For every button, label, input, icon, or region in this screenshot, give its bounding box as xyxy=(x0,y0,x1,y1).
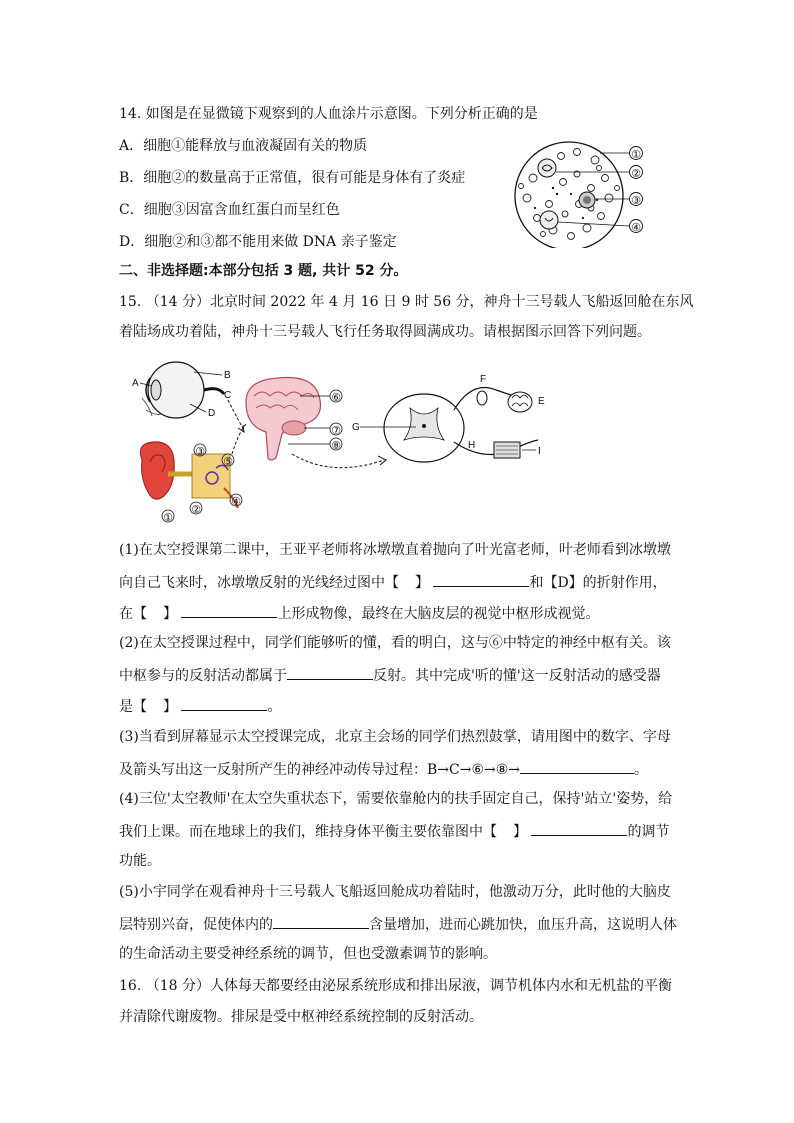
q15-part2-line2: 中枢参与的反射活动都属于 反射。其中完成'听的懂'这一反射活动的感受器 xyxy=(119,664,661,686)
blood-smear-figure xyxy=(505,138,665,248)
q14-stem: 14. 如图是在显微镜下观察到的人血涂片示意图。下列分析正确的是 xyxy=(119,106,538,122)
q15-intro-line1: 15. （14 分）北京时间 2022 年 4 月 16 日 9 时 56 分，神舟十三号载人飞船返回舱在东风 xyxy=(119,294,694,310)
q15-part3-line2: 及箭头写出这一反射所产生的神经冲动传导过程：B→C→⑥→⑧→ 。 xyxy=(119,758,648,780)
label-2: ② xyxy=(191,503,201,516)
q14-option-b: B．细胞②的数量高于正常值，很有可能是身体有了炎症 xyxy=(119,170,466,186)
label-6: ⑥ xyxy=(331,391,341,404)
answer-blank[interactable] xyxy=(287,664,373,680)
ear-diagram xyxy=(140,442,238,508)
effector-i xyxy=(494,442,520,458)
answer-blank[interactable] xyxy=(531,820,627,836)
q15-part1-line3: 在【 】 上形成物像，最终在大脑皮层的视觉中枢形成视觉。 xyxy=(119,602,599,624)
q15-part4-line2: 我们上课。而在地球上的我们，维持身体平衡主要依靠图中【 】 的调节 xyxy=(119,820,669,842)
label-E: E xyxy=(538,396,545,407)
label-G: G xyxy=(352,422,360,433)
label-5: ⑤ xyxy=(223,455,233,468)
q15-part5-line3: 的生命活动主要受神经系统的调节，但也受激素调节的影响。 xyxy=(119,946,497,962)
brain-diagram xyxy=(246,377,321,460)
answer-blank[interactable] xyxy=(520,758,634,774)
q15-part5-line2: 层特别兴奋，促使体内的 含量增加，进而心跳加快，血压升高，这说明人体 xyxy=(119,913,677,935)
label-3: ③ xyxy=(195,445,205,458)
q14-option-d: D．细胞②和③都不能用来做 DNA 亲子鉴定 xyxy=(119,234,397,250)
reflex-pathway-figure xyxy=(128,350,558,525)
q15-part5-line1: (5)小宇同学在观看神舟十三号载人飞船返回舱成功着陆时，他激动万分，此时他的大脑皮 xyxy=(119,884,671,900)
label-1: ① xyxy=(163,511,173,524)
q15-part2-line3: 是【 】 。 xyxy=(119,695,281,717)
label-4: ④ xyxy=(231,495,241,508)
label-F: F xyxy=(480,374,487,385)
smear-label-4: ④ xyxy=(631,221,641,234)
smear-label-3: ③ xyxy=(631,194,641,207)
q15-part4-line3: 功能。 xyxy=(119,853,161,869)
q14-option-a: A．细胞①能释放与血液凝固有关的物质 xyxy=(119,138,368,154)
answer-blank[interactable] xyxy=(181,695,267,711)
spinal-cord-diagram xyxy=(384,394,464,462)
label-C: C xyxy=(224,390,232,401)
q14-option-c: C．细胞③因富含血红蛋白而呈红色 xyxy=(119,202,340,218)
label-8: ⑧ xyxy=(331,439,341,452)
q16-line2: 并清除代谢废物。排尿是受中枢神经系统控制的反射活动。 xyxy=(119,1009,483,1025)
q15-part4-line1: (4)三位'太空教师'在太空失重状态下，需要依靠舱内的扶手固定自己，保持'站立'姿势，给 xyxy=(119,791,673,807)
smear-label-1: ① xyxy=(631,148,641,161)
q15-part1-line2: 向自己飞来时，冰墩墩反射的光线经过图中【 】 和【D】的折射作用， xyxy=(119,571,667,593)
q15-part2-line1: (2)在太空授课过程中，同学们能够听的懂，看的明白，这与⑥中特定的神经中枢有关。该 xyxy=(119,635,671,651)
label-H: H xyxy=(468,440,476,451)
answer-blank[interactable] xyxy=(181,602,277,618)
label-D: D xyxy=(208,408,216,419)
answer-blank[interactable] xyxy=(273,913,369,929)
label-I: I xyxy=(538,446,541,457)
answer-blank[interactable] xyxy=(433,571,529,587)
label-7: ⑦ xyxy=(331,424,341,437)
q15-intro-line2: 着陆场成功着陆，神舟十三号载人飞行任务取得圆满成功。请根据图示回答下列问题。 xyxy=(119,324,651,340)
q15-part1-line1: (1)在太空授课第二课中，王亚平老师将冰墩墩直着抛向了叶光富老师，叶老师看到冰墩墩 xyxy=(119,542,671,558)
label-B: B xyxy=(224,370,231,381)
q16-line1: 16. （18 分）人体每天都要经由泌尿系统形成和排出尿液，调节机体内水和无机盐的平衡 xyxy=(119,978,672,994)
label-A: A xyxy=(132,378,139,389)
section2-heading: 二、非选择题:本部分包括 3 题, 共计 52 分。 xyxy=(119,263,408,279)
smear-label-2: ② xyxy=(631,167,641,180)
q15-part3-line1: (3)当看到屏幕显示太空授课完成，北京主会场的同学们热烈鼓掌，请用图中的数字、字母 xyxy=(119,729,671,745)
receptor-e xyxy=(508,392,532,412)
